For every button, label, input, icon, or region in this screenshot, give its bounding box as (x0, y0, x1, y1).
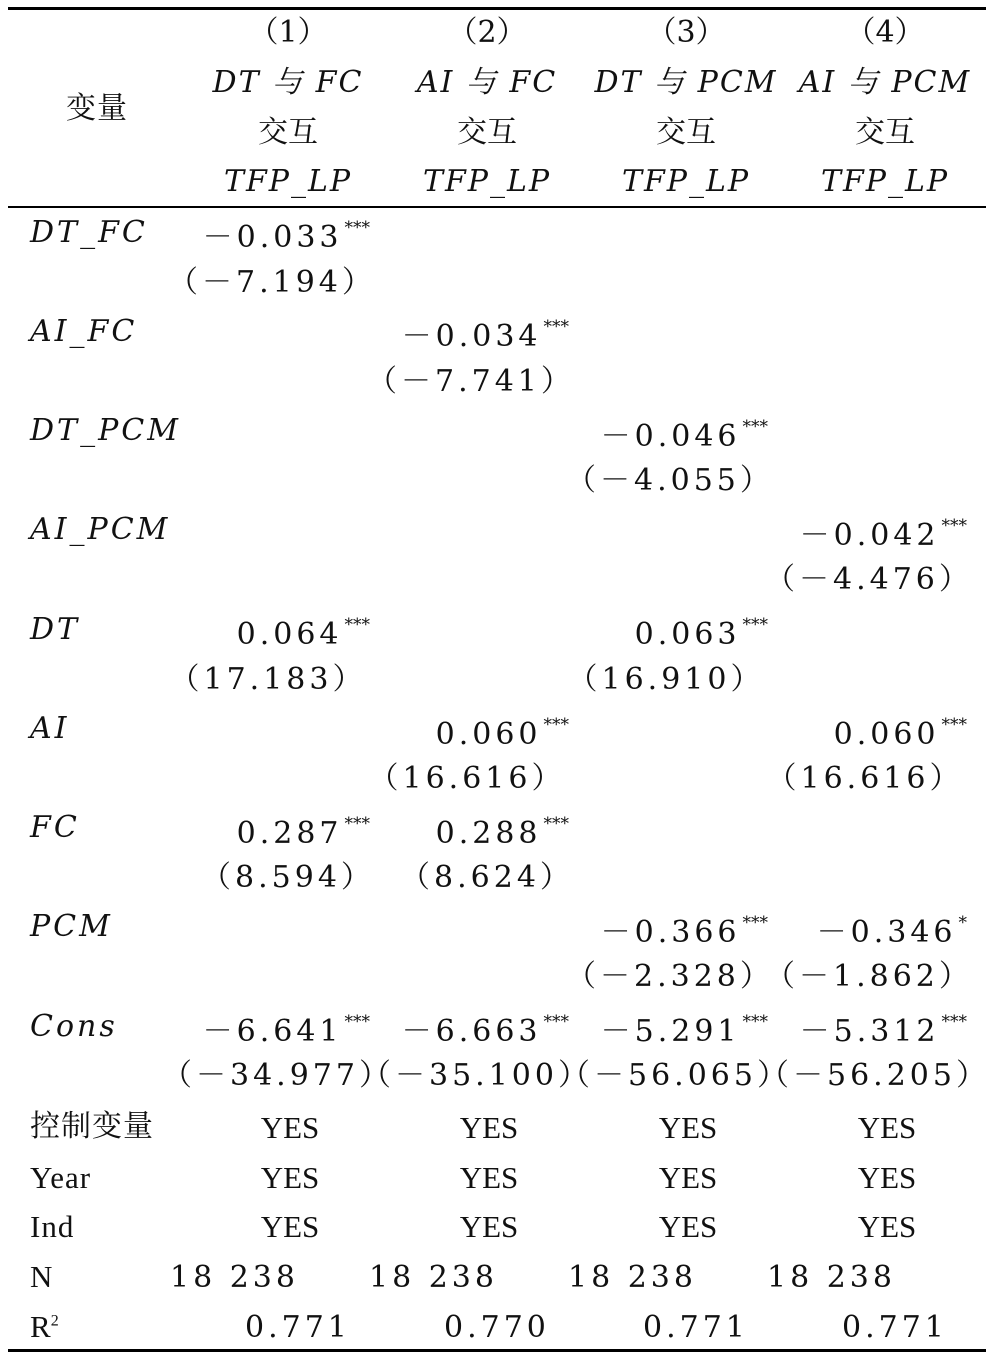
ind-value: YES (857, 1209, 917, 1244)
tstat-cell: （17.183） (169, 662, 367, 697)
col3-number: （3） (646, 15, 726, 50)
tstat-cell: （－4.476） (765, 562, 973, 597)
row-label-ai-pcm: AI_PCM (30, 512, 171, 547)
controls-value: YES (658, 1110, 718, 1145)
r-squared-value: 0.770 (444, 1310, 550, 1345)
coef-cell: －5.312 *** (799, 1012, 967, 1049)
coef-cell: －0.046 *** (600, 417, 768, 454)
coef-cell: －0.034 *** (401, 317, 569, 354)
col3-dep-var: TFP_LP (621, 164, 751, 199)
bottom-rule (8, 1349, 986, 1352)
tstat-cell: （－1.862） (765, 959, 973, 994)
row-label-year: Year (30, 1160, 92, 1195)
col1-subtitle: 交互 (258, 115, 318, 150)
row-label-r-squared: $R^2$ (30, 1309, 59, 1344)
tstat-cell: （16.616） (368, 761, 566, 796)
col3-subtitle: 交互 (656, 115, 716, 150)
col4-dep-var: TFP_LP (820, 164, 950, 199)
n-value: 18 238 (568, 1260, 697, 1295)
col2-dep-var: TFP_LP (422, 164, 552, 199)
coef-cell: 0.288 *** (435, 814, 569, 851)
r-squared-value: 0.771 (842, 1310, 948, 1345)
coef-cell: －5.291 *** (600, 1012, 768, 1049)
col4-subtitle: 交互 (855, 115, 915, 150)
row-label-fc: FC (30, 810, 80, 845)
row-label-dt-pcm: DT_PCM (30, 413, 181, 448)
tstat-cell: （－2.328） (566, 959, 774, 994)
year-value: YES (857, 1160, 917, 1195)
tstat-cell: （－35.100） (361, 1058, 592, 1093)
tstat-cell: （－4.055） (566, 463, 774, 498)
col1-number: （1） (248, 15, 328, 50)
col2-title: AI 与 FC (416, 65, 558, 100)
coef-cell: －6.641 *** (202, 1012, 370, 1049)
coef-cell: 0.287 *** (236, 814, 370, 851)
year-value: YES (658, 1160, 718, 1195)
header-rule (8, 206, 986, 208)
coef-cell: 0.064 *** (236, 615, 370, 652)
controls-value: YES (857, 1110, 917, 1145)
col4-number: （4） (845, 15, 925, 50)
row-label-pcm: PCM (30, 909, 113, 944)
year-value: YES (459, 1160, 519, 1195)
r-squared-value: 0.771 (643, 1310, 749, 1345)
row-label-controls: 控制变量 (30, 1109, 154, 1144)
ind-value: YES (459, 1209, 519, 1244)
tstat-cell: （16.910） (567, 662, 765, 697)
row-label-dt: DT (30, 612, 81, 647)
n-value: 18 238 (767, 1260, 896, 1295)
controls-value: YES (260, 1110, 320, 1145)
coef-cell: 0.063 *** (634, 615, 768, 652)
tstat-cell: （－7.194） (168, 265, 376, 300)
tstat-cell: （8.624） (400, 860, 574, 895)
col4-title: AI 与 PCM (798, 65, 972, 100)
tstat-cell: （－56.065） (560, 1058, 791, 1093)
row-label-ind: Ind (30, 1209, 75, 1244)
ind-value: YES (658, 1209, 718, 1244)
n-value: 18 238 (369, 1260, 498, 1295)
r-squared-value: 0.771 (245, 1310, 351, 1345)
coef-cell: －0.366 *** (600, 913, 768, 950)
col3-title: DT 与 PCM (594, 65, 778, 100)
tstat-cell: （－7.741） (367, 364, 575, 399)
controls-value: YES (459, 1110, 519, 1145)
col2-subtitle: 交互 (457, 115, 517, 150)
coef-cell: －0.042 *** (799, 516, 967, 553)
top-rule (8, 7, 986, 10)
coef-cell: －6.663 *** (401, 1012, 569, 1049)
tstat-cell: （8.594） (201, 860, 375, 895)
n-value: 18 238 (170, 1260, 299, 1295)
row-label-cons: Cons (30, 1009, 118, 1044)
tstat-cell: （－34.977） (162, 1058, 393, 1093)
tstat-cell: （16.616） (766, 761, 964, 796)
row-label-dt-fc: DT_FC (30, 215, 148, 250)
tstat-cell: （－56.205） (759, 1058, 990, 1093)
col1-dep-var: TFP_LP (223, 164, 353, 199)
variable-header: 变量 (66, 91, 128, 126)
coef-cell: 0.060 *** (435, 715, 569, 752)
year-value: YES (260, 1160, 320, 1195)
row-label-ai: AI (30, 711, 70, 746)
coef-cell: 0.060 *** (833, 715, 967, 752)
col2-number: （2） (447, 15, 527, 50)
coef-cell: －0.033 *** (202, 218, 370, 255)
coef-cell: －0.346 * (816, 913, 967, 950)
row-label-ai-fc: AI_FC (30, 314, 138, 349)
row-label-n: N (30, 1259, 53, 1294)
col1-title: DT 与 FC (212, 65, 364, 100)
ind-value: YES (260, 1209, 320, 1244)
